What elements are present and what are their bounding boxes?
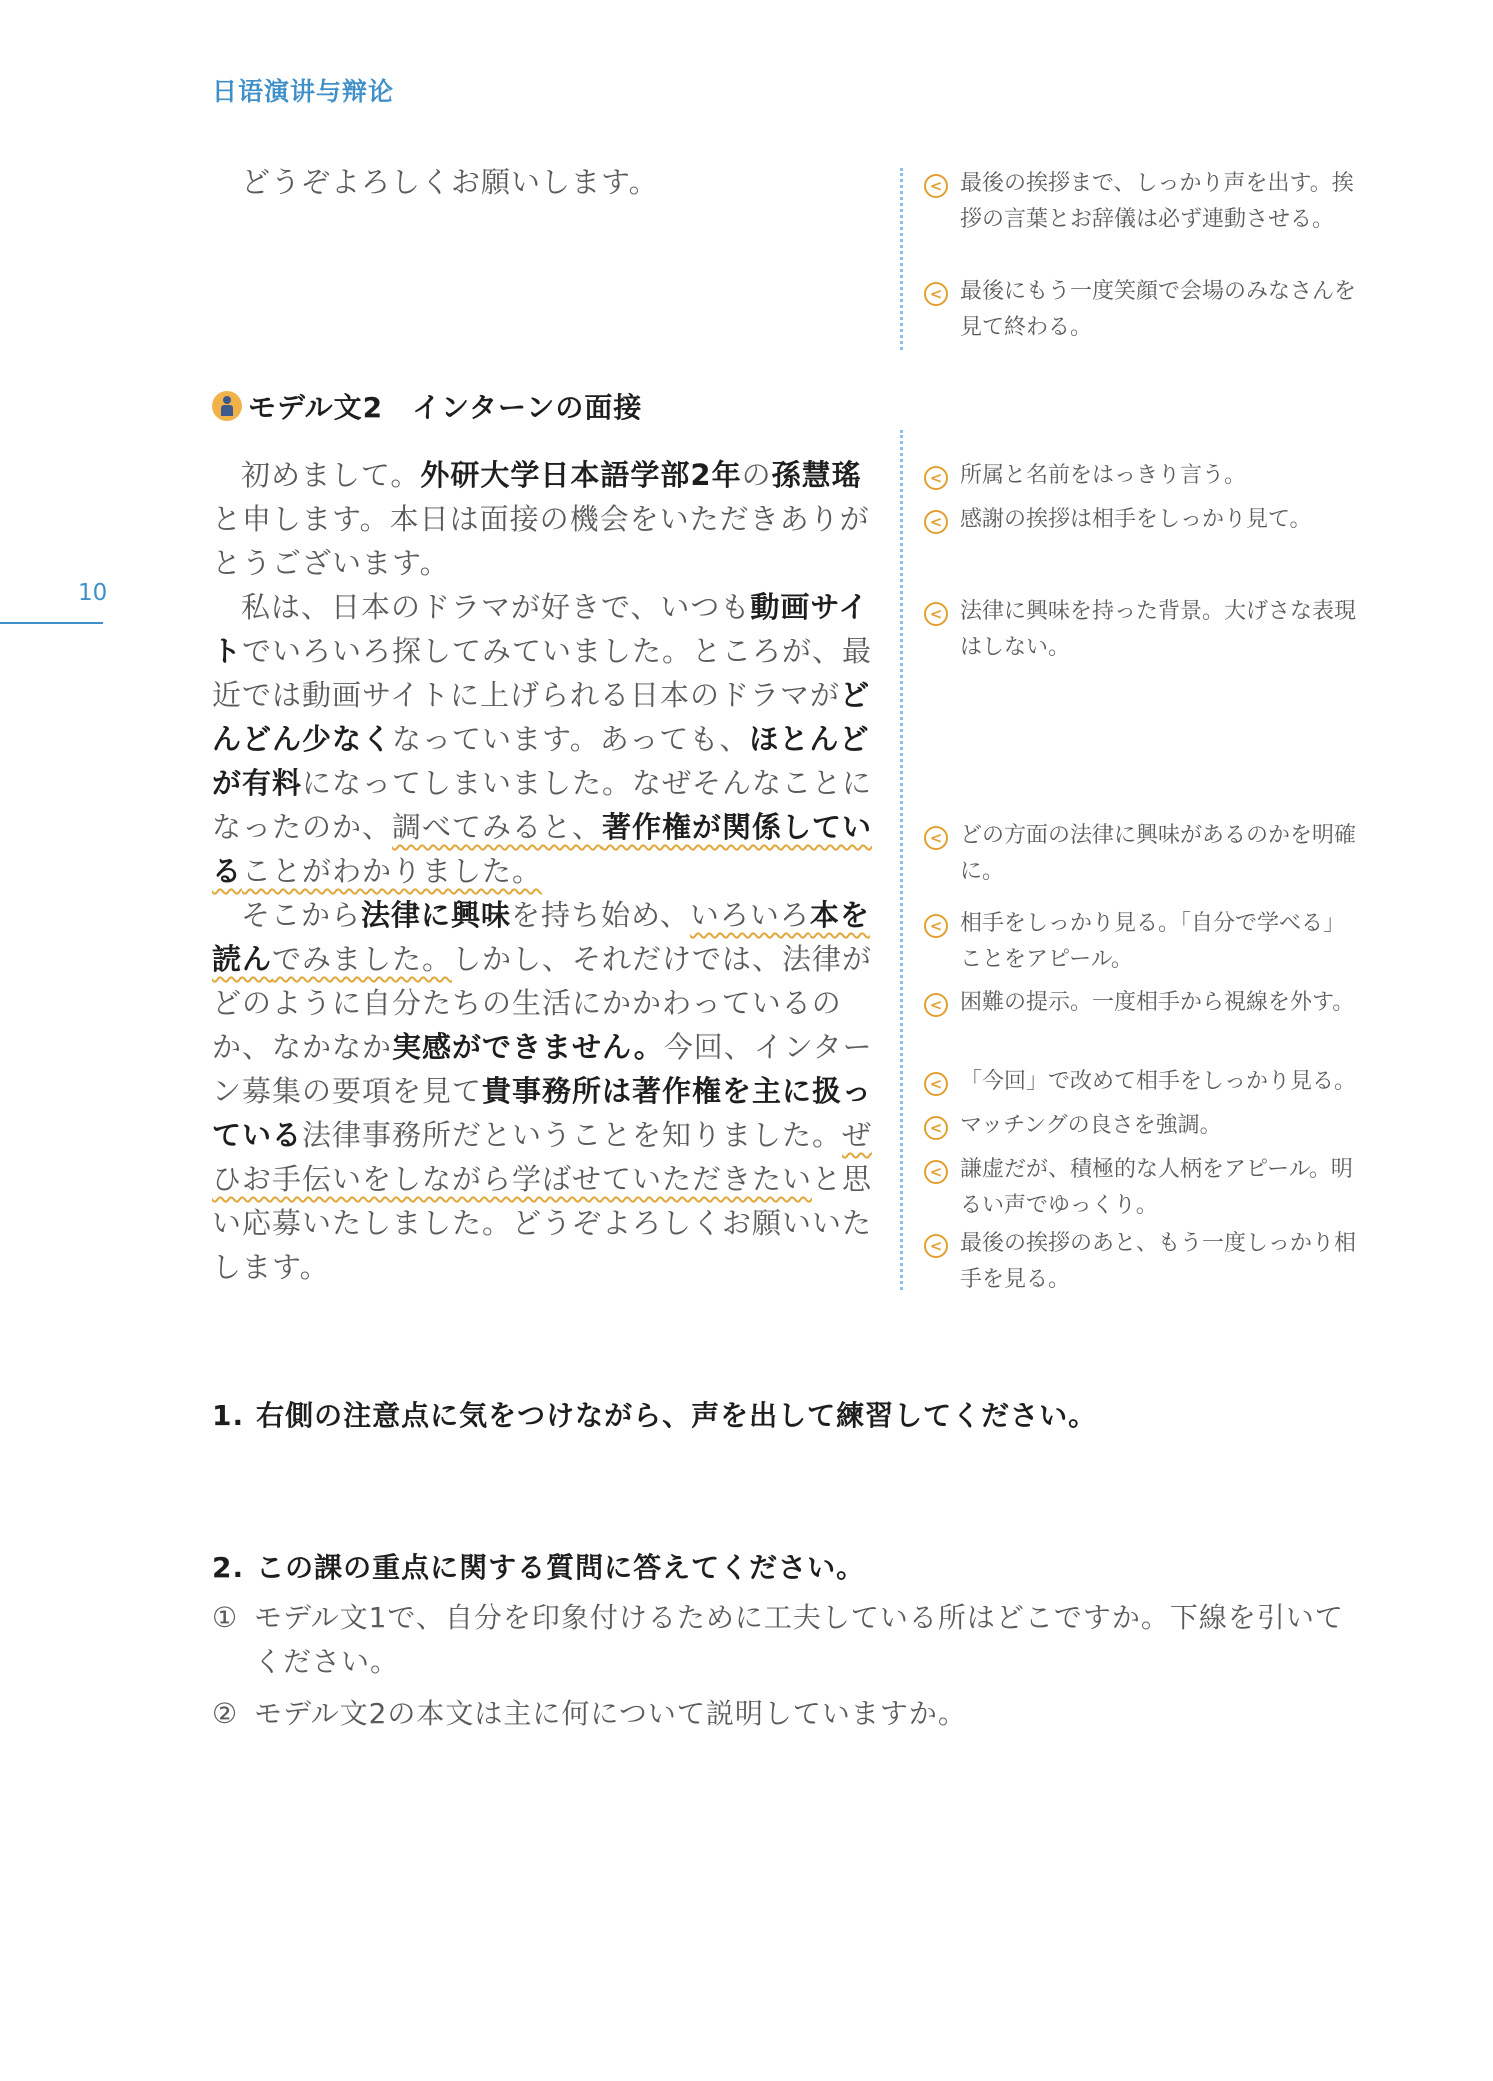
- left-arrow-icon: <: [924, 1072, 948, 1096]
- model-paragraph-2: 私は、日本のドラマが好きで、いつも動画サイトでいろいろ探してみていました。ところが、最近では動画サイトに上げられる日本のドラマがどんどん少なくなっています。あっても、ほとんどが有料になってしまいました。なぜそんなことになったのか、調べてみると、著作権が関係していることがわかりました。: [212, 590, 873, 888]
- left-arrow-icon: <: [924, 282, 948, 306]
- book-title: 日语演讲与辩论: [212, 77, 395, 106]
- notes-divider-main: [900, 430, 903, 1290]
- note-item: < 相手をしっかり見る。「自分で学べる」ことをアピール。: [924, 906, 1364, 978]
- left-arrow-icon: <: [924, 993, 948, 1017]
- note-item: < 最後の挨拶のあと、もう一度しっかり相手を見る。: [924, 1226, 1364, 1298]
- page-number-rule: [0, 622, 103, 624]
- speaker-icon: [212, 391, 242, 421]
- left-arrow-icon: <: [924, 174, 948, 198]
- model-paragraph-1: 初めまして。外研大学日本語学部2年の孫慧瑤と申します。本日は面接の機会をいただきありがとうございます。: [212, 458, 870, 580]
- note-item: < マッチングの良さを強調。: [924, 1108, 1364, 1144]
- left-arrow-icon: <: [924, 1160, 948, 1184]
- note-item: < 謙虚だが、積極的な人柄をアピール。明るい声でゆっくり。: [924, 1152, 1364, 1224]
- model-paragraph-3: そこから法律に興味を持ち始め、いろいろ本を読んでみました。しかし、それだけでは、法律がどのように自分たちの生活にかかわっているのか、なかなか実感ができません。今回、インターン募集の要項を見て貴事務所は著作権を主に扱っている法律事務所だということを知りました。ぜひお手伝いをしながら学ばせていただきたいと思い応募いたしました。どうぞよろしくお願いいたします。: [212, 898, 873, 1284]
- note-item: < 法律に興味を持った背景。大げさな表現はしない。: [924, 594, 1364, 666]
- closing-line: どうぞよろしくお願いします。: [241, 165, 659, 199]
- left-arrow-icon: <: [924, 826, 948, 850]
- exercise-1: 1. 右側の注意点に気をつけながら、声を出して練習してください。: [212, 1399, 1098, 1432]
- note-item: < どの方面の法律に興味があるのかを明確に。: [924, 818, 1364, 890]
- note-item: < 所属と名前をはっきり言う。: [924, 458, 1364, 494]
- left-arrow-icon: <: [924, 510, 948, 534]
- note-item: < 最後の挨拶まで、しっかり声を出す。挨拶の言葉とお辞儀は必ず連動させる。: [924, 166, 1364, 238]
- exercise-2: 2. この課の重点に関する質問に答えてください。: [212, 1551, 866, 1584]
- note-item: < 困難の提示。一度相手から視線を外す。: [924, 985, 1364, 1021]
- note-item: < 「今回」で改めて相手をしっかり見る。: [924, 1064, 1364, 1100]
- notes-divider-top: [900, 168, 903, 350]
- note-item: < 感謝の挨拶は相手をしっかり見て。: [924, 502, 1364, 538]
- left-arrow-icon: <: [924, 1234, 948, 1258]
- question-1: ① モデル文1で、自分を印象付けるために工夫している所はどこですか。下線を引いてください。: [212, 1601, 1344, 1678]
- note-item: < 最後にもう一度笑顔で会場のみなさんを見て終わる。: [924, 274, 1364, 346]
- left-arrow-icon: <: [924, 466, 948, 490]
- section-title: モデル文2 インターンの面接: [212, 386, 642, 426]
- left-arrow-icon: <: [924, 1116, 948, 1140]
- left-arrow-icon: <: [924, 602, 948, 626]
- question-2: ② モデル文2の本文は主に何について説明していますか。: [212, 1697, 967, 1730]
- page-number: 10: [78, 580, 108, 606]
- left-arrow-icon: <: [924, 914, 948, 938]
